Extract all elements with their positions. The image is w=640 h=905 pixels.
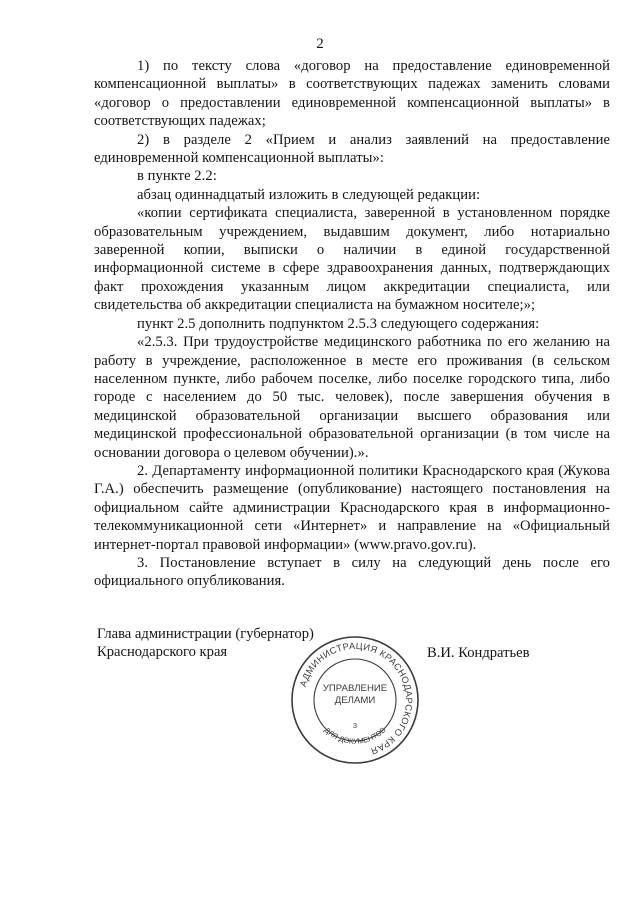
signature-name: В.И. Кондратьев — [427, 645, 530, 661]
stamp-bottom-text: ДЛЯ ДОКУМЕНТОВ — [322, 725, 388, 746]
paragraph-2: 2) в разделе 2 «Прием и анализ заявлений на предоставление единовременной компенсационной выплаты»: — [94, 131, 610, 167]
paragraph-1: 1) по тексту слова «договор на предоставление единовременной компенсационной выплаты» в соответствующих падежах заменить словами «договор о предоставлении единовременной компенсационной выплаты» в соответствующих падежах; — [94, 58, 610, 130]
document-body — [94, 57, 610, 591]
stamp-number: 3 — [352, 721, 358, 730]
signature-position-line2: Краснодарского края — [97, 644, 228, 661]
stamp-outer-text: АДМИНИСТРАЦИЯ КРАСНОДАРСКОГО КРАЯ — [297, 640, 415, 757]
stamp-center-line1: УПРАВЛЕНИЕ — [322, 683, 388, 694]
signature-position — [97, 625, 314, 662]
signature-position-line1: Глава администрации (губернатор) — [97, 626, 314, 642]
paragraph-3: в пункте 2.2: — [137, 168, 217, 185]
paragraph-9: 3. Постановление вступает в силу на следующий день после его официального опубликования. — [94, 554, 610, 590]
stamp-center-line2: ДЕЛАМИ — [334, 695, 376, 706]
paragraph-7: «2.5.3. При трудоустройстве медицинского работника по его желанию на работу в учреждение, расположенное в месте его проживания (в сельском населенном пункте, либо рабочем поселке, либо поселке городского типа, либо городе с населением до 50 тыс. человек), после завершения обучения в медицинской образовательной организации высшего образования или медицинской профессиональной образовательной организации (в том числе на основании договора о целевом обучении).». — [94, 334, 610, 461]
paragraph-8: 2. Департаменту информационной политики Краснодарского края (Жукова Г.А.) обеспечить размещение (опубликование) настоящего постановления на официальном сайте администрации Краснодарского края в информационно-телекоммуникационной сети «Интернет» и направление на «Официальный интернет-портал правовой информации» (www.pravo.gov.ru). — [94, 462, 610, 553]
paragraph-5: «копии сертификата специалиста, заверенной в установленном порядке образовательным учреждением, выдавшим документ, либо нотариально заверенной копии, выписки о наличии в единой государственной информационной системе в сфере здравоохранения данных, подтверждающих факт прохождения указанным лицом аккредитации специалиста, или свидетельства об аккредитации специалиста на бумажном носителе;»; — [94, 205, 610, 314]
paragraph-6: пункт 2.5 дополнить подпунктом 2.5.3 следующего содержания: — [137, 315, 540, 332]
official-stamp — [287, 632, 423, 768]
page-number: 2 — [316, 36, 324, 52]
paragraph-4: абзац одиннадцатый изложить в следующей редакции: — [137, 186, 481, 203]
